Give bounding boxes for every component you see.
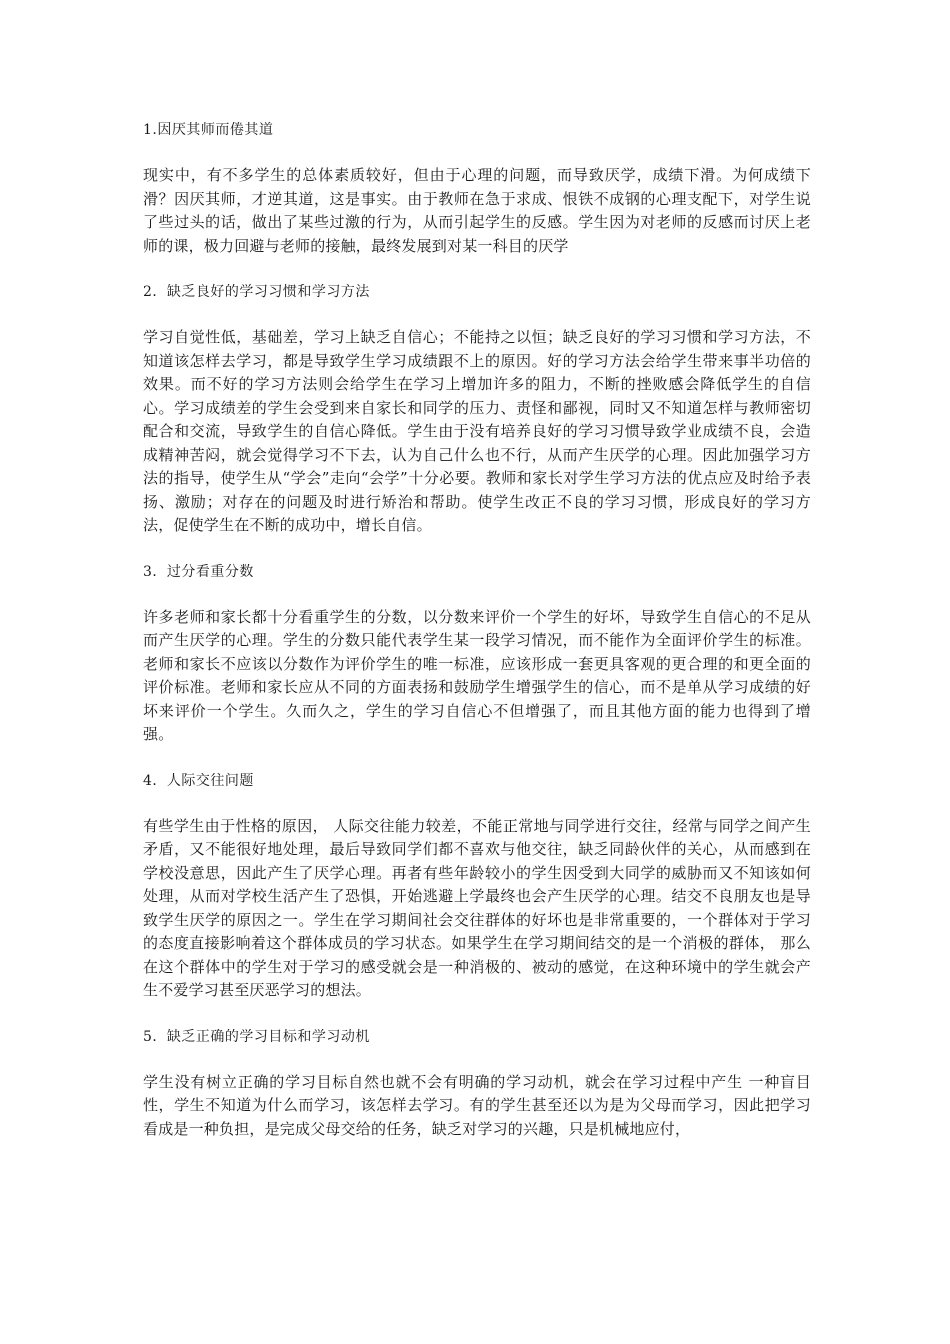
section-body-3: 许多老师和家长都十分看重学生的分数，以分数来评价一个学生的好坏，导致学生自信心的不足从而产生厌学的心理。学生的分数只能代表学生某一段学习情况，而不能作为全面评价学生的标准。老师和家长不应该以分数作为评价学生的唯一标准，应该形成一套更具客观的更合理的和更全面的评价标准。老师和家长应从不同的方面表扬和鼓励学生增强学生的信心，而不是单从学习成绩的好坏来评价一个学生。久而久之，学生的学习自信心不但增强了，而且其他方面的能力也得到了增强。 [143, 607, 811, 743]
section-body-1: 现实中，有不多学生的总体素质较好，但由于心理的问题，而导致厌学，成绩下滑。为何成绩下滑？因厌其师，才逆其道，这是事实。由于教师在急于求成、恨铁不成钢的心理支配下，对学生说了些过头的话，做出了某些过激的行为，从而引起学生的反感。学生因为对老师的反感而讨厌上老师的课，极力回避与老师的接触，最终发展到对某一科目的厌学 [143, 166, 811, 255]
section-body-4: 有些学生由于性格的原因， 人际交往能力较差，不能正常地与同学进行交往，经常与同学之间产生矛盾，又不能很好地处理，最后导致同学们都不喜欢与他交往，缺乏同龄伙伴的关心，从而感到在学校没意思，因此产生了厌学心理。再者有些年龄较小的学生因受到大同学的威胁而又不知该如何处理，从而对学校生活产生了恐惧，开始逃避上学最终也会产生厌学的心理。结交不良朋友也是导致学生厌学的原因之一。学生在学习期间社会交往群体的好坏也是非常重要的，一个群体对于学习的态度直接影响着这个群体成员的学习状态。如果学生在学习期间结交的是一个消极的群体， 那么在这个群体中的学生对于学习的感受就会是一种消极的、被动的感觉，在这种环境中的学生就会产生不爱学习甚至厌恶学习的想法。 [143, 816, 811, 999]
section-heading-2: 2．缺乏良好的学习习惯和学习方法 [143, 284, 370, 300]
document-page [143, 118, 811, 1141]
section-heading-4: 4．人际交往问题 [143, 772, 254, 789]
section-body-2: 学习自觉性低，基础差，学习上缺乏自信心；不能持之以恒；缺乏良好的学习习惯和学习方法，不知道该怎样去学习，都是导致学生学习成绩跟不上的原因。好的学习方法会给学生带来事半功倍的效果。而不好的学习方法则会给学生在学习上增加许多的阻力，不断的挫败感会降低学生的自信心。学习成绩差的学生会受到来自家长和同学的压力、责怪和鄙视，同时又不知道怎样与教师密切配合和交流，导致学生的自信心降低。学生由于没有培养良好的学习习惯导致学业成绩不良，会造成精神苦闷，就会觉得学习不下去，认为自己什么也不行，从而产生厌学的心理。因此加强学习方法的指导，使学生从“学会”走向“会学”十分必要。教师和家长对学生学习方法的优点应及时给予表扬、激励；对存在的问题及时进行矫治和帮助。使学生改正不良的学习习惯，形成良好的学习方法，促使学生在不断的成功中，增长自信。 [143, 328, 811, 534]
section-heading-1: 1.因厌其师而倦其道 [143, 122, 274, 138]
section-heading-3: 3．过分看重分数 [143, 563, 254, 580]
section-body-5: 学生没有树立正确的学习目标自然也就不会有明确的学习动机，就会在学习过程中产生 一种盲目性，学生不知道为什么而学习，该怎样去学习。有的学生甚至还以为是为父母而学习，因此把学习看成是一种负担，是完成父母交给的任务，缺乏对学习的兴趣，只是机械地应付， [143, 1072, 811, 1138]
section-heading-5: 5．缺乏正确的学习目标和学习动机 [143, 1028, 370, 1045]
